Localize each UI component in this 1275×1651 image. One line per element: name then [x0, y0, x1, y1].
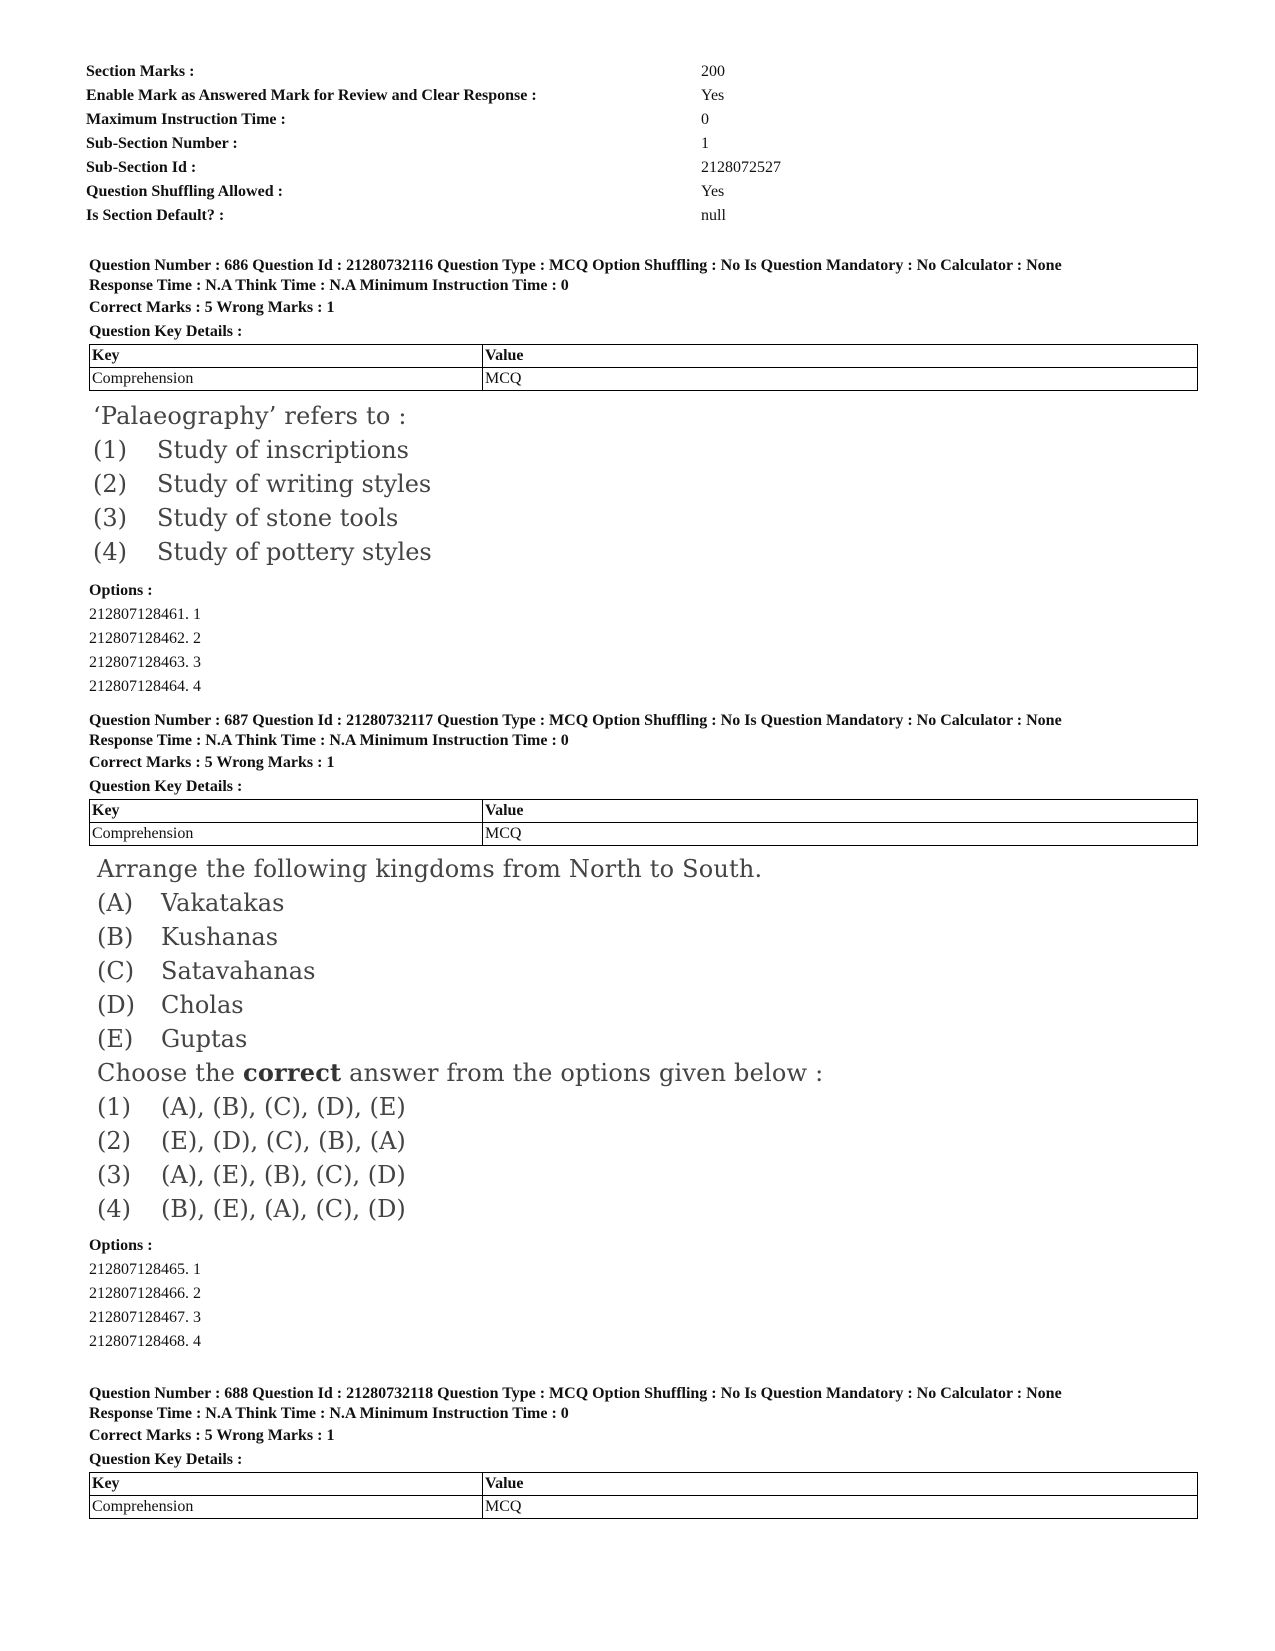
- info-key: Sub-Section Number :: [86, 135, 238, 152]
- key-header: Key: [90, 345, 483, 368]
- question-header: Question Number : 688 Question Id : 21280732118 Question Type : MCQ Option Shuffling : No Is Question Mandatory : No Calculator : None: [89, 1385, 1062, 1402]
- info-key: Is Section Default? :: [86, 207, 225, 224]
- choice: [93, 535, 1199, 569]
- info-value: 200: [701, 63, 725, 80]
- key-header: Key: [90, 1473, 483, 1496]
- item-text: Guptas: [161, 1025, 248, 1053]
- question-header: Question Number : 686 Question Id : 21280732116 Question Type : MCQ Option Shuffling : No Is Question Mandatory : No Calculator : None: [89, 257, 1062, 274]
- value-header: Value: [483, 345, 1198, 368]
- choice-text: Study of pottery styles: [157, 538, 432, 566]
- info-value: 1: [701, 135, 709, 152]
- question-687: [89, 711, 1199, 1354]
- choice-num: (1): [97, 1093, 131, 1121]
- item: [97, 886, 1199, 920]
- info-row: [86, 60, 1001, 84]
- choice: [93, 467, 1199, 501]
- question-marks: Correct Marks : 5 Wrong Marks : 1: [89, 754, 335, 771]
- key-table: [89, 344, 1198, 391]
- option-line: 212807128462. 2: [89, 630, 201, 647]
- choice-num: (2): [93, 470, 127, 498]
- question-header: Question Number : 687 Question Id : 21280732117 Question Type : MCQ Option Shuffling : No Is Question Mandatory : No Calculator : None: [89, 712, 1062, 729]
- choice-num: (4): [97, 1195, 131, 1223]
- question-instruction: [97, 1056, 1199, 1090]
- key-cell: Comprehension: [90, 1496, 483, 1519]
- item-label: (B): [97, 923, 134, 951]
- question-timing: Response Time : N.A Think Time : N.A Minimum Instruction Time : 0: [89, 732, 569, 749]
- item: [97, 920, 1199, 954]
- key-table: [89, 799, 1198, 846]
- key-details-label: Question Key Details :: [89, 778, 243, 795]
- option-line: 212807128465. 1: [89, 1261, 201, 1278]
- section-info: [86, 60, 1001, 228]
- info-value: Yes: [701, 183, 725, 200]
- item-text: Vakatakas: [161, 889, 285, 917]
- item: [97, 954, 1199, 988]
- instruction-post: answer from the options given below :: [341, 1059, 824, 1087]
- question-stem: ‘Palaeography’ refers to :: [93, 402, 407, 430]
- choice-num: (3): [97, 1161, 131, 1189]
- value-cell: MCQ: [483, 823, 1198, 846]
- info-key: Maximum Instruction Time :: [86, 111, 286, 128]
- option-line: 212807128463. 3: [89, 654, 201, 671]
- option-line: 212807128464. 4: [89, 678, 201, 695]
- choice-num: (3): [93, 504, 127, 532]
- choice-text: (A), (E), (B), (C), (D): [161, 1161, 406, 1189]
- item-text: Cholas: [161, 991, 244, 1019]
- choice: [93, 433, 1199, 467]
- question-stem: Arrange the following kingdoms from North to South.: [97, 855, 763, 883]
- option-line: 212807128461. 1: [89, 606, 201, 623]
- value-cell: MCQ: [483, 368, 1198, 391]
- key-cell: Comprehension: [90, 368, 483, 391]
- choice: [97, 1158, 1199, 1192]
- item-text: Kushanas: [161, 923, 279, 951]
- choice-num: (1): [93, 436, 127, 464]
- value-header: Value: [483, 800, 1198, 823]
- info-value: null: [701, 207, 726, 224]
- item: [97, 1022, 1199, 1056]
- info-key: Enable Mark as Answered Mark for Review and Clear Response :: [86, 87, 537, 104]
- choice: [93, 501, 1199, 535]
- info-row: [86, 84, 1001, 108]
- options-label: Options :: [89, 582, 153, 599]
- question-image: [93, 399, 1199, 569]
- choice-num: (2): [97, 1127, 131, 1155]
- key-header: Key: [90, 800, 483, 823]
- info-key: Question Shuffling Allowed :: [86, 183, 283, 200]
- choice: [97, 1192, 1199, 1226]
- question-timing: Response Time : N.A Think Time : N.A Minimum Instruction Time : 0: [89, 277, 569, 294]
- question-686: [89, 256, 1199, 699]
- question-marks: Correct Marks : 5 Wrong Marks : 1: [89, 299, 335, 316]
- choice-text: Study of stone tools: [157, 504, 399, 532]
- info-row: [86, 180, 1001, 204]
- question-timing: Response Time : N.A Think Time : N.A Minimum Instruction Time : 0: [89, 1405, 569, 1422]
- choice-text: (B), (E), (A), (C), (D): [161, 1195, 406, 1223]
- choice: [97, 1124, 1199, 1158]
- item-text: Satavahanas: [161, 957, 316, 985]
- item-label: (A): [97, 889, 134, 917]
- options-list: [89, 579, 1199, 699]
- value-header: Value: [483, 1473, 1198, 1496]
- info-row: [86, 132, 1001, 156]
- info-value: Yes: [701, 87, 725, 104]
- instruction-bold: correct: [243, 1058, 342, 1087]
- choice-text: Study of inscriptions: [157, 436, 409, 464]
- info-key: Section Marks :: [86, 63, 195, 80]
- item: [97, 988, 1199, 1022]
- question-image: [97, 852, 1199, 1226]
- value-cell: MCQ: [483, 1496, 1198, 1519]
- key-table: [89, 1472, 1198, 1519]
- question-marks: Correct Marks : 5 Wrong Marks : 1: [89, 1427, 335, 1444]
- info-row: [86, 204, 1001, 228]
- instruction-pre: Choose the: [97, 1059, 244, 1087]
- info-value: 0: [701, 111, 709, 128]
- item-label: (D): [97, 991, 135, 1019]
- choice-num: (4): [93, 538, 127, 566]
- key-details-label: Question Key Details :: [89, 323, 243, 340]
- item-label: (E): [97, 1025, 134, 1053]
- choice: [97, 1090, 1199, 1124]
- choice-text: Study of writing styles: [157, 470, 432, 498]
- key-details-label: Question Key Details :: [89, 1451, 243, 1468]
- choice-text: (E), (D), (C), (B), (A): [161, 1127, 406, 1155]
- key-cell: Comprehension: [90, 823, 483, 846]
- question-688: [89, 1384, 1199, 1519]
- option-line: 212807128467. 3: [89, 1309, 201, 1326]
- options-label: Options :: [89, 1237, 153, 1254]
- info-value: 2128072527: [701, 159, 781, 176]
- item-label: (C): [97, 957, 135, 985]
- info-key: Sub-Section Id :: [86, 159, 197, 176]
- info-row: [86, 156, 1001, 180]
- option-line: 212807128466. 2: [89, 1285, 201, 1302]
- options-list: [89, 1234, 1199, 1354]
- option-line: 212807128468. 4: [89, 1333, 201, 1350]
- choice-text: (A), (B), (C), (D), (E): [161, 1093, 406, 1121]
- info-row: [86, 108, 1001, 132]
